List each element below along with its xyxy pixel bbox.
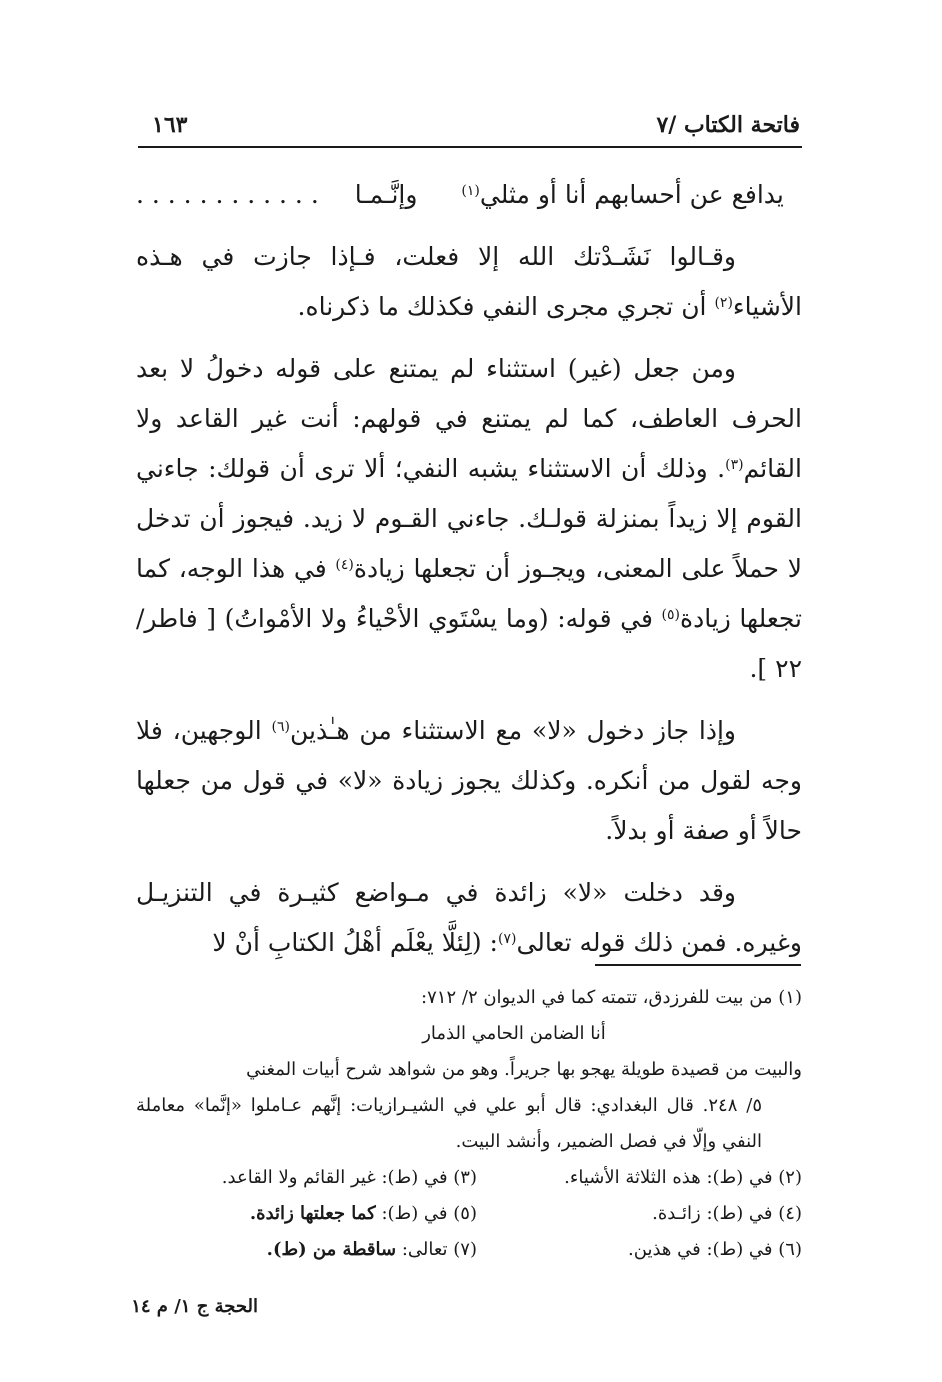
footnotes — [136, 980, 802, 1268]
footnote-marker: (٧) — [497, 931, 517, 947]
footnote-entry-text: (٣) في (ط): غير القائم ولا القاعد. — [221, 1167, 477, 1188]
paragraph-text: في قوله: (وما يسْتَوي الأحْياءُ ولا الأمْواتُ) [ فاطر/٢٢ ]. — [136, 604, 802, 683]
paragraph-text: : (لِئلَّا يعْلَم أهْلُ الكتابِ أنْ لا — [212, 928, 498, 957]
footnote-1-line: والبيت من قصيدة طويلة يهجو بها جريراً. وهو من شواهد شرح أبيات المغني — [246, 1059, 802, 1080]
footnote-marker: (٣) — [725, 457, 744, 473]
footnote-entry-text: (٤) في (ط): زائـدة. — [652, 1203, 802, 1224]
footnote-1-verse: أنا الضامن الحامي الذمار — [422, 1023, 606, 1044]
paragraph-text: ومن جعل (غير) استثناء لم يمتنع على قوله دخولُ لا بعد الحرف العاطف، كما لم يمتنع في قولهم: أنت غير القاعد ولا القائم — [136, 354, 802, 483]
verse-second-hemistich-text: يدافع عن أحسابهم أنا أو مثلي — [479, 180, 784, 209]
footnote-entry-text: (٧) تعالى: — [396, 1239, 477, 1260]
footnote-entry — [477, 1232, 802, 1268]
signature-mark: الحجة ج ١/ م ١٤ — [131, 1296, 258, 1317]
footnote-marker: (٥) — [661, 607, 680, 623]
paragraph-text: أن تجري مجرى النفي فكذلك ما ذكرناه. — [297, 292, 715, 321]
header-rule — [138, 146, 802, 148]
footnote-rule — [595, 964, 801, 966]
paragraph — [136, 232, 802, 332]
paragraph-text: . وذلك أن الاستثناء يشبه النفي؛ ألا ترى أن قولك: جاءني القوم إلا زيداً بمنزلة قولـك. جاءني القـوم لا زيد. فيجوز أن تدخل لا حملاً على المعنى، ويجـوز أن تجعلها زيادة — [136, 454, 802, 583]
footnote-entry — [152, 1160, 477, 1196]
paragraph-text: وقد دخلت «لا» زائدة في مـواضع كثيـرة في التنزيـل وغيره. فمن ذلك قوله تعالى — [136, 878, 802, 957]
paragraph-text: الوجهين، فلا وجه لقول من أنكره. وكذلك يجوز زيادة «لا» في قول من جعلها حالاً أو صفة أو بدلاً. — [136, 716, 802, 845]
footnote-entry — [152, 1232, 477, 1268]
footnote-entry-bold: ساقطة من (ط). — [266, 1239, 397, 1260]
footnote-row — [136, 1160, 802, 1196]
paragraph-text: وقـالوا نَشَـدْتك الله إلا فعلت، فـإذا جازت في هـذه الأشياء — [136, 242, 802, 321]
footnote-entry-bold: كما جعلتها زائدة. — [249, 1203, 376, 1224]
footnote-rows — [136, 1160, 802, 1268]
footnote-1-line: ٥/ ٢٤٨. قال البغدادي: قال أبو علي في الشيـرازيات: إنَّهم عـاملوا «إنَّما» معاملة النفي وإلّا في فصل الضمير، وأنشد البيت. — [136, 1095, 762, 1152]
footnote-entry-text: (٥) في (ط): — [375, 1203, 477, 1224]
poetry-verse — [136, 170, 802, 220]
page-number: ١٦٣ — [152, 112, 188, 138]
main-text — [136, 170, 802, 968]
footnote-entry-text: (٢) في (ط): هذه الثلاثة الأشياء. — [564, 1167, 802, 1188]
verse-ellipsis: . . . . . . . . . . . . — [136, 180, 319, 209]
paragraph — [136, 706, 802, 856]
footnote-marker: (٦) — [271, 719, 290, 735]
footnote-entry-text: (٦) في (ط): في هذين. — [628, 1239, 802, 1260]
paragraph-text: وإذا جاز دخول «لا» مع الاستثناء من هـٰذين — [289, 716, 736, 745]
verse-second-hemistich — [461, 180, 783, 209]
paragraph — [136, 868, 802, 968]
footnote-row — [136, 1196, 802, 1232]
footnote-marker: (٤) — [335, 557, 354, 573]
verse-first-hemistich: وإنَّـمـا — [354, 180, 418, 209]
footnote-entry — [152, 1196, 477, 1232]
footnote-marker: (١) — [461, 183, 480, 199]
page-header — [138, 112, 800, 146]
footnote-entry — [477, 1196, 802, 1232]
paragraph — [136, 344, 802, 694]
footnote-entry — [477, 1160, 802, 1196]
footnote-1-line: (١) من بيت للفرزدق، تتمته كما في الديوان ٢/ ٧١٢: — [421, 987, 802, 1008]
footnote-marker: (٢) — [714, 295, 733, 311]
paragraph-text: في هذا الوجه، كما تجعلها زيادة — [136, 554, 802, 633]
footnote-row — [136, 1232, 802, 1268]
running-title: فاتحة الكتاب /٧ — [656, 112, 800, 138]
